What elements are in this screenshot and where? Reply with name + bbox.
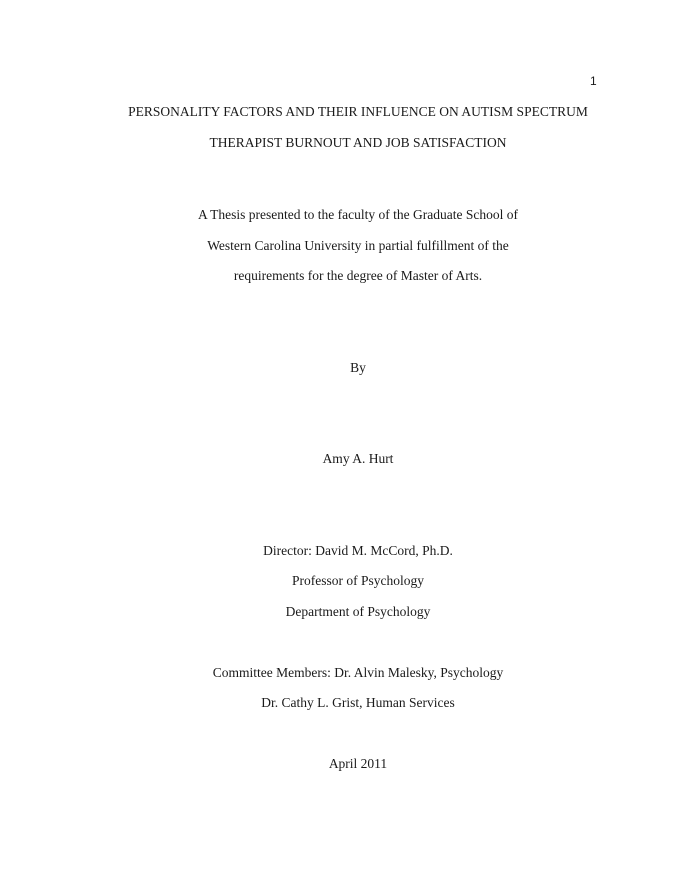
thesis-date: April 2011 (328, 756, 388, 771)
thesis-statement-line-3: requirements for the degree of Master of Arts. (233, 268, 483, 283)
director-title: Professor of Psychology (292, 573, 424, 588)
page-number: 1 (590, 74, 597, 88)
author-name: Amy A. Hurt (322, 451, 394, 466)
title-line-1: PERSONALITY FACTORS AND THEIR INFLUENCE ON AUTISM SPECTRUM (128, 104, 588, 119)
director-department: Department of Psychology (285, 604, 431, 619)
thesis-statement-line-1: A Thesis presented to the faculty of the Graduate School of (198, 207, 518, 222)
committee-line-2: Dr. Cathy L. Grist, Human Services (261, 695, 455, 710)
committee-line-1: Committee Members: Dr. Alvin Malesky, Psychology (212, 665, 504, 680)
director-line: Director: David M. McCord, Ph.D. (263, 543, 453, 558)
title-line-2: THERAPIST BURNOUT AND JOB SATISFACTION (209, 135, 507, 150)
by-label: By (350, 360, 366, 375)
thesis-statement-line-2: Western Carolina University in partial fulfillment of the (207, 238, 509, 253)
